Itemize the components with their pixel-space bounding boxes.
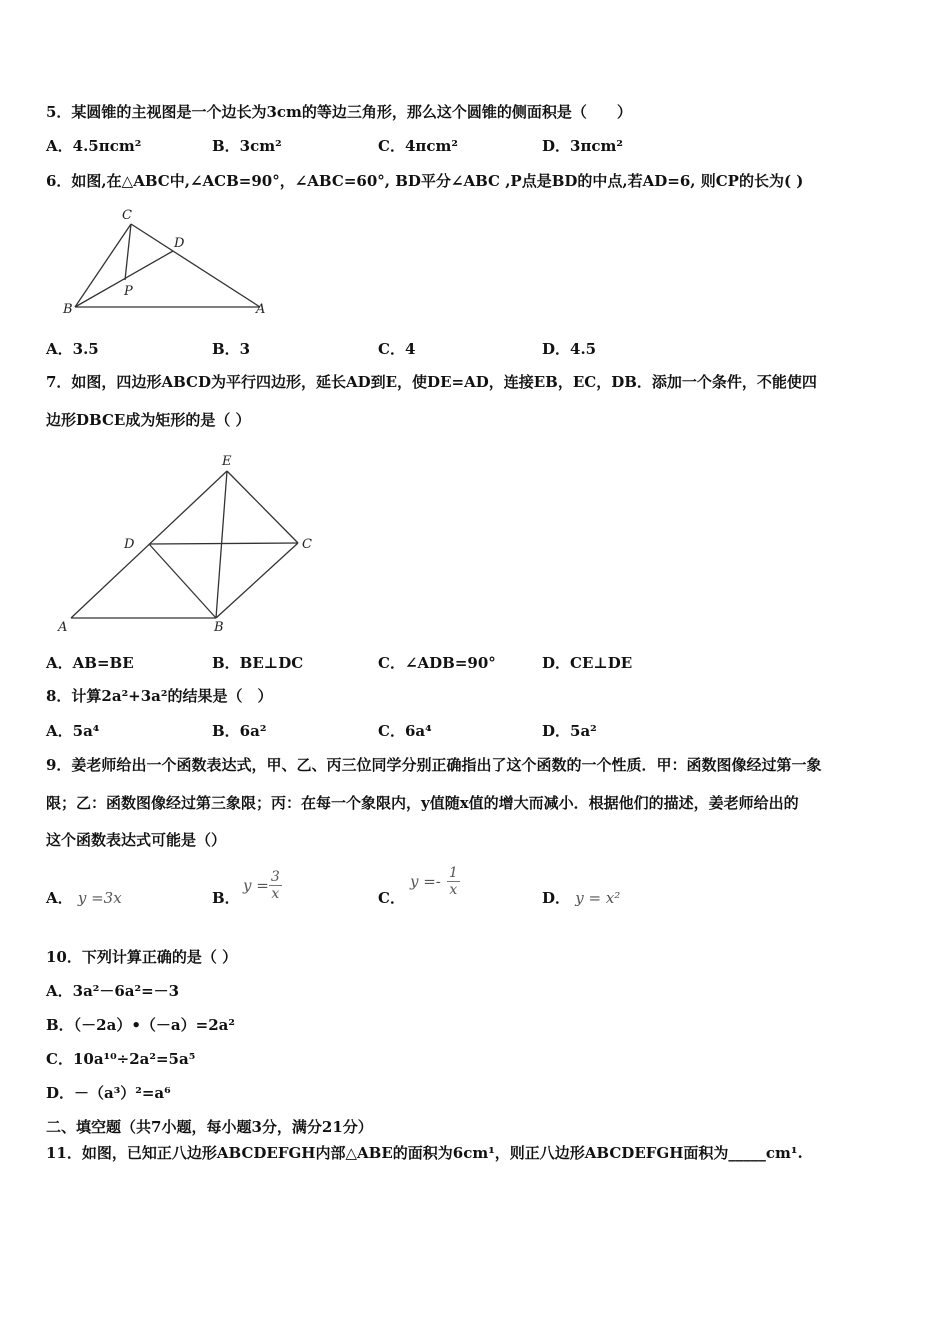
q8-option-b: B．6a² <box>212 722 267 740</box>
q9-option-d-label: D． <box>542 889 571 907</box>
q6-label-d: D <box>174 236 185 251</box>
q9-option-c-lhs: y =- <box>410 872 441 891</box>
q9-option-a-expr: y =3x <box>77 889 122 907</box>
q6-label-c: C <box>122 208 132 223</box>
q10-option-d: D．－（a³）²=a⁶ <box>46 1084 171 1102</box>
q9-option-a-label: A． <box>46 889 73 907</box>
q5-stem: 5．某圆锥的主视图是一个边长为3cm的等边三角形，那么这个圆锥的侧面积是（ ） <box>46 103 632 121</box>
q7-label-a: A <box>58 620 68 635</box>
q6-option-c: C．4 <box>378 340 416 358</box>
q7-option-a: A．AB=BE <box>46 654 134 672</box>
q6-label-b: B <box>63 302 73 317</box>
q9-stem-line2: 限；乙：函数图像经过第三象限；丙：在每一个象限内，y值随x值的增大而减小．根据他们的描述，姜老师给出的 <box>46 794 799 812</box>
q7-parallelogram-figure <box>52 448 332 638</box>
q6-option-a: A．3.5 <box>46 340 99 358</box>
q9-option-c-label: C． <box>378 889 405 907</box>
q8-stem: 8．计算2a²+3a²的结果是（ ） <box>46 687 273 705</box>
q9-option-b-fraction <box>269 869 282 902</box>
q5-option-a: A．4.5πcm² <box>46 137 142 155</box>
q9-option-c-fraction <box>447 865 460 898</box>
q7-label-d: D <box>124 537 135 552</box>
q5-option-d: D．3πcm² <box>542 137 623 155</box>
section-heading: 二、填空题（共7小题，每小题3分，满分21分） <box>46 1118 373 1136</box>
q9-stem-line3: 这个函数表达式可能是（） <box>46 831 227 849</box>
q8-option-a: A．5a⁴ <box>46 722 100 740</box>
q9-option-b-lhs: y = <box>243 876 269 895</box>
q9-option-c-formula <box>410 865 460 898</box>
q10-option-c: C．10a¹⁰÷2a²=5a⁵ <box>46 1050 196 1068</box>
q9-option-d-expr: y = x² <box>575 889 621 907</box>
q7-option-c: C．∠ADB=90° <box>378 654 496 672</box>
q10-option-a: A．3a²－6a²=－3 <box>46 982 180 1000</box>
q7-option-d: D．CE⊥DE <box>542 654 633 672</box>
q6-triangle-figure <box>56 203 276 318</box>
q9-option-c <box>378 888 405 908</box>
q9-option-a <box>46 888 122 908</box>
q6-label-p: P <box>124 284 133 299</box>
q6-option-d: D．4.5 <box>542 340 597 358</box>
q9-stem-line1: 9．姜老师给出一个函数表达式，甲、乙、丙三位同学分别正确指出了这个函数的一个性质．甲：函数图像经过第一象 <box>46 756 822 774</box>
q9-option-b-formula <box>243 869 282 902</box>
q5-option-b: B．3cm² <box>212 137 282 155</box>
q7-label-c: C <box>302 537 312 552</box>
q7-stem-line2: 边形DBCE成为矩形的是（ ） <box>46 411 251 429</box>
q7-label-b: B <box>214 620 224 635</box>
q5-option-c: C．4πcm² <box>378 137 458 155</box>
q9-option-b-numerator: 3 <box>270 869 280 885</box>
q9-option-c-numerator: 1 <box>448 865 458 881</box>
q6-label-a: A <box>256 302 266 317</box>
q10-option-b: B．（－2a）•（－a）=2a² <box>46 1016 235 1034</box>
q9-option-d <box>542 888 620 908</box>
q6-stem: 6．如图,在△ABC中,∠ACB=90°，∠ABC=60°, BD平分∠ABC ,P点是BD的中点,若AD=6, 则CP的长为( ) <box>46 172 804 190</box>
q11-stem: 11．如图，已知正八边形ABCDEFGH内部△ABE的面积为6cm¹，则正八边形ABCDEFGH面积为_____cm¹. <box>46 1144 803 1162</box>
q9-option-b <box>212 888 240 908</box>
q9-option-c-denominator: x <box>449 882 458 898</box>
q10-stem: 10．下列计算正确的是（ ） <box>46 948 238 966</box>
q6-option-b: B．3 <box>212 340 251 358</box>
q8-option-c: C．6a⁴ <box>378 722 432 740</box>
q8-option-d: D．5a² <box>542 722 597 740</box>
q7-stem-line1: 7．如图，四边形ABCD为平行四边形，延长AD到E，使DE=AD，连接EB，EC，DB．添加一个条件，不能使四 <box>46 373 817 391</box>
q9-option-b-denominator: x <box>271 886 280 902</box>
q7-option-b: B．BE⊥DC <box>212 654 304 672</box>
q9-option-b-label: B． <box>212 889 240 907</box>
q7-label-e: E <box>222 454 232 469</box>
